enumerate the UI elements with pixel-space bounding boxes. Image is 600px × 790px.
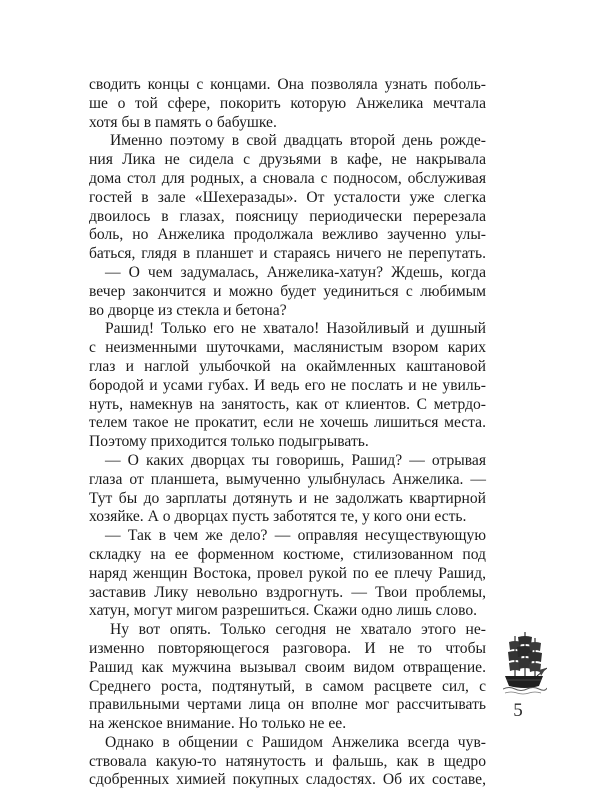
text-line: дома стол для родных, а сновала с подносом, обслуживая: [89, 169, 486, 187]
text-line: нуть, намекнув на занятость, как от клиентов. С метрдо-: [89, 395, 486, 413]
page-body-text: [89, 76, 486, 790]
text-line: — О каких дворцах ты говоришь, Рашид? — отрывая: [105, 451, 486, 469]
text-line: боль, но Анжелика продолжала вежливо заученно улы-: [89, 226, 486, 244]
text-line: Однако в общении с Рашидом Анжелика всегда чув-: [105, 733, 486, 751]
text-line: хатун, могут мигом разрешиться. Скажи одно лишь слово.: [89, 602, 478, 620]
text-line: Тут бы до зарплаты дотянуть и не задолжать квартирной: [89, 489, 486, 507]
page-number: 5: [513, 700, 523, 721]
text-line: глаза от планшета, вымученно улыбнулась Анжелика. —: [89, 470, 486, 488]
text-line: Ну вот опять. Только сегодня не хватало этого не-: [110, 621, 486, 639]
text-line: Поэтому приходится только подыгрывать.: [89, 433, 369, 451]
text-line: заставив Лику невольно вздрогнуть. — Твои проблемы,: [89, 583, 486, 601]
text-line: правильными чертами лица он вполне мог рассчитывать: [89, 696, 486, 714]
sailing-ship-icon: [503, 630, 547, 696]
text-line: — О чем задумалась, Анжелика-хатун? Ждешь, когда: [105, 263, 486, 281]
text-line: Среднего роста, подтянутый, в самом расцвете сил, с: [89, 677, 486, 695]
text-line: глаз и наглой улыбочкой на окаймленных каштановой: [89, 357, 486, 375]
text-line: — Так в чем же дело? — оправляя несуществующую: [105, 527, 486, 545]
text-line: ния Лика не сидела с друзьями в кафе, не накрывала: [89, 151, 486, 169]
text-line: двоилось в глазах, поясницу периодически перерезала: [89, 207, 486, 225]
text-line: хотя бы в память о бабушке.: [89, 113, 277, 131]
text-line: вечер закончится и можно будет уединиться с любимым: [89, 282, 486, 300]
text-line: хозяйке. А о дворцах пусть заботятся те, у кого они есть.: [89, 508, 467, 526]
text-line: изменно повторяющегося разговора. И не то чтобы: [89, 639, 486, 657]
text-line: гостей в зале «Шехеразады». От усталости уже слегка: [89, 188, 486, 206]
text-line: телем такое не прокатит, если не хочешь лишиться места.: [89, 414, 486, 432]
text-line: ствовала какую-то натянутость и фальшь, как в щедро: [89, 752, 486, 770]
text-line: сводить концы с концами. Она позволяла узнать поболь-: [89, 76, 486, 93]
text-line: складку на ее форменном костюме, стилизованном под: [89, 545, 486, 563]
text-line: бородой и усами губах. И ведь его не послать и не увиль-: [89, 376, 486, 394]
text-line: сдобренных химией покупных сладостях. Об их составе,: [89, 771, 486, 789]
text-line: с неизменными шуточками, маслянистым взором карих: [89, 339, 486, 357]
text-line: наряд женщин Востока, провел рукой по ее плечу Рашид,: [89, 564, 486, 582]
text-line: ше о той сфере, покорить которую Анжелика мечтала: [89, 94, 486, 112]
text-line: на женское внимание. Но только не ее.: [89, 715, 347, 733]
text-line: во дворце из стекла и бетона?: [89, 301, 287, 319]
text-line: Рашид! Только его не хватало! Назойливый и душный: [105, 320, 486, 338]
text-line: баться, глядя в планшет и стараясь ничего не перепутать.: [89, 245, 486, 263]
text-line: Рашид как мужчина вызывал своим видом отвращение.: [89, 658, 486, 676]
text-line: Именно поэтому в свой двадцать второй день рожде-: [110, 132, 486, 150]
